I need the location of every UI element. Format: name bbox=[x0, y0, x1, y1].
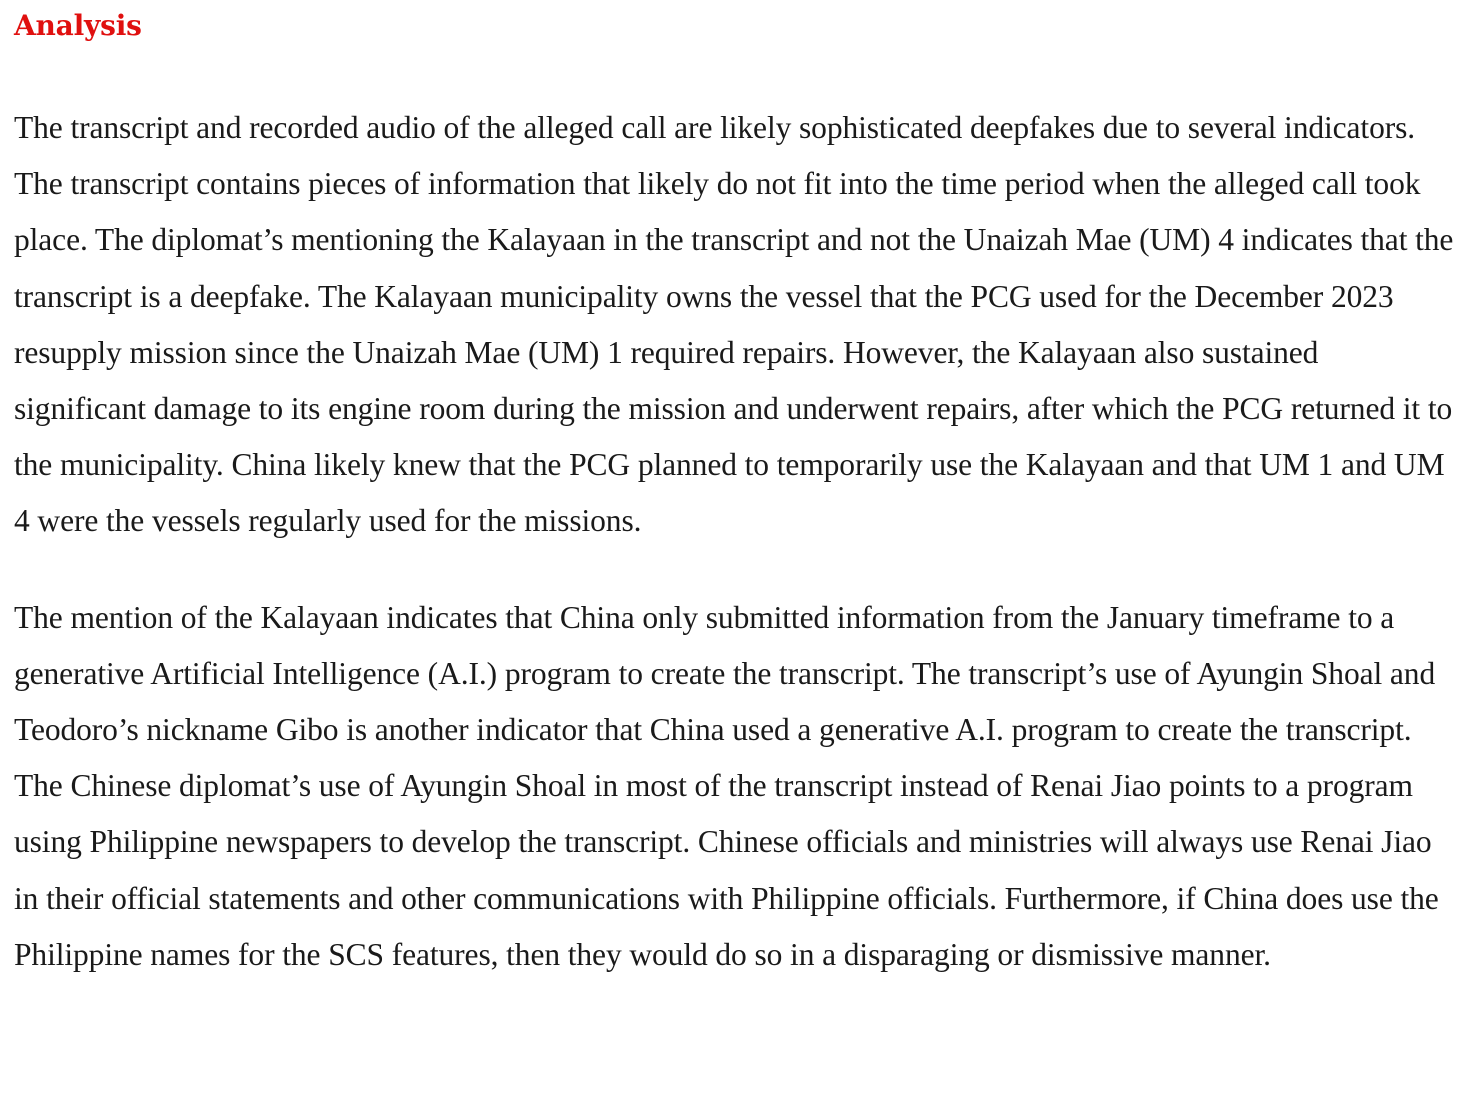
paragraph-deepfake-indicators: The transcript and recorded audio of the alleged call are likely sophisticated deepfakes due to several indicators. The transcript contains pieces of information that likely do not fit into the time period when the alleged call took place. The diplomat’s mentioning the Kalayaan in the transcript and not the Unaizah Mae (UM) 4 indicates that the transcript is a deepfake. The Kalayaan municipality owns the vessel that the PCG used for the December 2023 resupply mission since the Unaizah Mae (UM) 1 required repairs. However, the Kalayaan also sustained significant damage to its engine room during the mission and underwent repairs, after which the PCG returned it to the municipality. China likely knew that the PCG planned to temporarily use the Kalayaan and that UM 1 and UM 4 were the vessels regularly used for the missions. bbox=[14, 110, 1454, 539]
paragraph-generative-ai-evidence: The mention of the Kalayaan indicates that China only submitted information from the January timeframe to a generative Artificial Intelligence (A.I.) program to create the transcript. The transcript’s use of Ayungin Shoal and Teodoro’s nickname Gibo is another indicator that China used a generative A.I. program to create the transcript. The Chinese diplomat’s use of Ayungin Shoal in most of the transcript instead of Renai Jiao points to a program using Philippine newspapers to develop the transcript. Chinese officials and ministries will always use Renai Jiao in their official statements and other communications with Philippine officials. Furthermore, if China does use the Philippine names for the SCS features, then they would do so in a disparaging or dismissive manner. bbox=[14, 599, 1439, 972]
analysis-article bbox=[14, 0, 1454, 983]
section-heading-analysis: Analysis bbox=[14, 9, 142, 42]
